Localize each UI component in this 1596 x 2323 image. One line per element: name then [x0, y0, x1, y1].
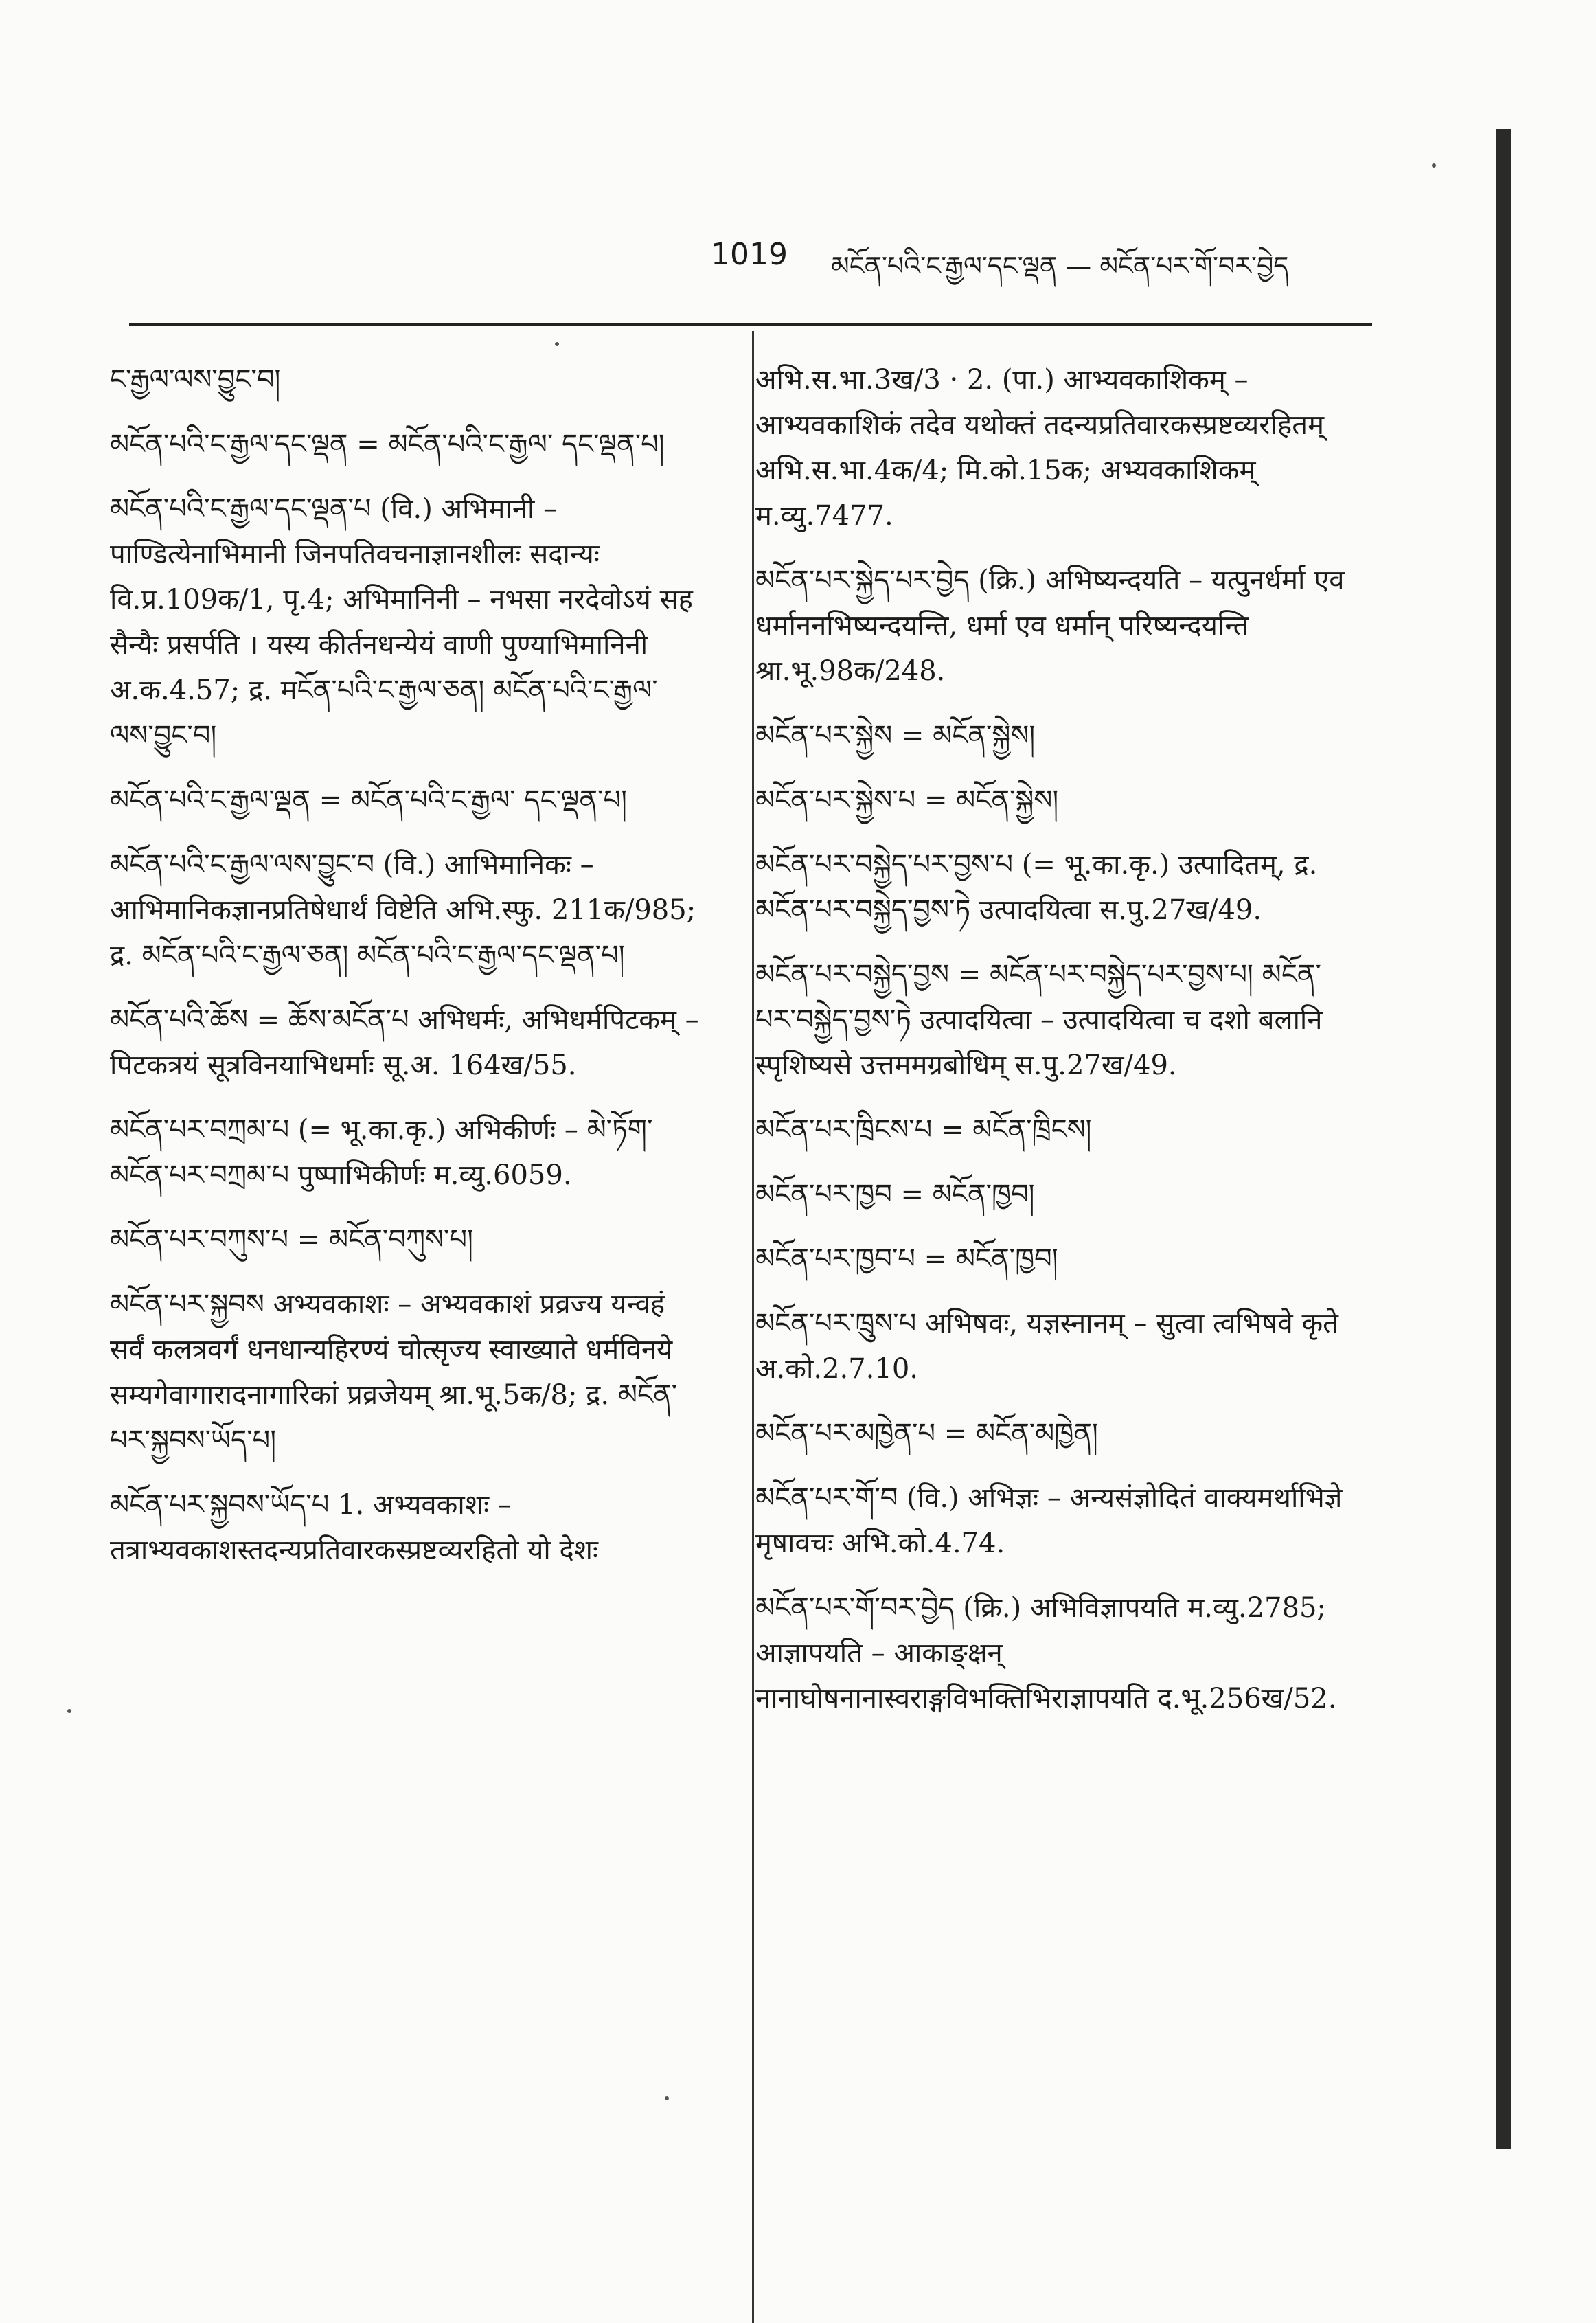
- entry: མངོན་པར་བསྐྱེད་བྱས = མངོན་པར་བསྐྱེད་པར་བྱས་པ། མངོན་པར་བསྐྱེད་བྱས་ཏེ उत्पादयित्वा – उत्पादयित्वा च दशो बलानि स्पृशिष्यसे उत्तममग्रबोधिम् स.पु.27ख/49.: [755, 959, 1323, 1081]
- entry: མངོན་པར་མཁྱེན་པ = མངོན་མཁྱེན།: [755, 1418, 1098, 1449]
- entry: མངོན་པར་སྐྱབས་ཡོད་པ 1. अभ्यवकाशः – तत्राभ्यवकाशस्तदन्यप्रतिवारकस्प्रष्टव्यरहितो यो देशः: [110, 1489, 598, 1566]
- entry: མངོན་པར་སྐྱབས अभ्यवकाशः – अभ्यवकाशं प्रव्रज्य यन्वहं सर्वं कलत्रवर्गं धनधान्यहिरण्यं चोत्सृज्य स्वाख्याते धर्मविनये सम्यगेवागारादनागारिकां प्रव्रजेयम् श्रा.भू.5क/8; द्र. མངོན་པར་སྐྱབས་ཡོད་པ།: [110, 1289, 678, 1456]
- entry: མངོན་པར་ཁྱབ་པ = མངོན་ཁྱབ།: [755, 1243, 1058, 1275]
- entry: ང་རྒྱལ་ལས་བྱུང་བ།: [110, 364, 281, 396]
- entry: མངོན་པར་ཁྲིངས་པ = མངོན་ཁྲིངས།: [755, 1114, 1092, 1146]
- entry: མངོན་པར་གོ་བ (वि.) अभिज्ञः – अन्यसंज्ञोदितं वाक्यमर्थाभिज्ञे मृषावचः अभि.को.4.74.: [755, 1482, 1343, 1559]
- entry: མངོན་པར་བསྐྱེད་པར་བྱས་པ (= भू.का.कृ.) उत्पादितम्, द्र. མངོན་པར་བསྐྱེད་བྱས་ཏེ उत्पादयित्वा स.पु.27ख/49.: [755, 849, 1318, 926]
- entry: མངོན་པའི་ཆོས = ཆོས་མངོན་པ अभिधर्मः, अभिधर्मपिटकम् – पिटकत्रयं सूत्रविनयाभिधर्माः सू.अ. 164ख/55.: [110, 1004, 699, 1081]
- entry: མངོན་པར་བཀུས་པ = མངོན་བཀུས་པ།: [110, 1224, 473, 1256]
- entry: མངོན་པར་སྐྱེད་པར་བྱེད (क्रि.) अभिष्यन्दयति – यत्पुनर्धर्मा एव धर्माननभिष्यन्दयन्ति, धर्मा एव धर्मान् परिष्यन्दयन्ति श्रा.भू.98क/248.: [755, 565, 1345, 687]
- entry: མངོན་པའི་ང་རྒྱལ་ལྡན = མངོན་པའི་ང་རྒྱལ་ དང་ལྡན་པ།: [110, 784, 627, 816]
- page-number: 1019: [711, 237, 788, 272]
- entry: མངོན་པར་སྐྱེས་པ = མངོན་སྐྱེས།: [755, 784, 1059, 816]
- entry: མངོན་པར་བཀྲམ་པ (= भू.का.कृ.) अभिकीर्णः – མེ་ཏོག་མངོན་པར་བཀྲམ་པ पुष्पाभिकीर्णः म.व्यु.6059.: [110, 1114, 653, 1191]
- column-divider: [752, 331, 754, 2323]
- left-column: [110, 357, 700, 1592]
- scan-speck: [555, 342, 559, 346]
- scan-speck: [67, 1709, 71, 1713]
- entry: མངོན་པར་གོ་བར་བྱེད (क्रि.) अभिविज्ञापयति म.व्यु.2785; आज्ञापयति – आकाङ्क्षन् नानाघोषनानास्वराङ्गविभक्तिभिराज्ञापयति द.भू.256ख/52.: [755, 1592, 1337, 1714]
- header-rule: [129, 323, 1372, 326]
- entry: མངོན་པའི་ང་རྒྱལ་དང་ལྡན = མངོན་པའི་ང་རྒྱལ་ དང་ལྡན་པ།: [110, 429, 665, 460]
- running-head: མངོན་པའི་ང་རྒྱལ་དང་ལྡན — མངོན་པར་གོ་བར་བྱེད: [831, 251, 1289, 281]
- entry: अभि.स.भा.3ख/3 · 2. (पा.) आभ्यवकाशिकम् – आभ्यवकाशिकं तदेव यथोक्तं तदन्यप्रतिवारकस्प्रष्टव्यरहितम् अभि.स.भा.4क/4; मि.को.15क; अभ्यवकाशिकम् म.व्यु.7477.: [755, 364, 1324, 532]
- entry: མངོན་པའི་ང་རྒྱལ་ལས་བྱུང་བ (वि.) आभिमानिकः – आभिमानिकज्ञानप्रतिषेधार्थं विष्टेति अभि.स्फु. 211क/985; द्र. མངོན་པའི་ང་རྒྱལ་ཅན། མངོན་པའི་ང་རྒྱལ་དང་ལྡན་པ།: [110, 849, 696, 971]
- entry: མངོན་པར་ཁྲུས་པ अभिषवः, यज्ञस्नानम् – सुत्वा त्वभिषवे कृते अ.को.2.7.10.: [755, 1308, 1338, 1385]
- entry: མངོན་པར་ཁྱབ = མངོན་ཁྱབ།: [755, 1179, 1035, 1210]
- scan-speck: [1432, 163, 1436, 168]
- right-column: [755, 357, 1360, 1741]
- entry: མངོན་པའི་ང་རྒྱལ་དང་ལྡན་པ (वि.) अभिमानी – पाण्डित्येनाभिमानी जिनपतिवचनाज्ञानशीलः सदान्यः वि.प्र.109क/1, पृ.4; अभिमानिनी – नभसा नरदेवोऽयं सह सैन्यैः प्रसर्पति । यस्य कीर्तनधन्येयं वाणी पुण्याभिमानिनी अ.क.4.57; द्र. मངོན་པའི་ང་རྒྱལ་ཅན། མངོན་པའི་ང་རྒྱལ་ལས་བྱུང་བ།: [110, 493, 693, 751]
- entry: མངོན་པར་སྐྱེས = མངོན་སྐྱེས།: [755, 720, 1036, 751]
- scan-speck: [665, 2096, 669, 2100]
- scan-edge-bar: [1496, 129, 1511, 2149]
